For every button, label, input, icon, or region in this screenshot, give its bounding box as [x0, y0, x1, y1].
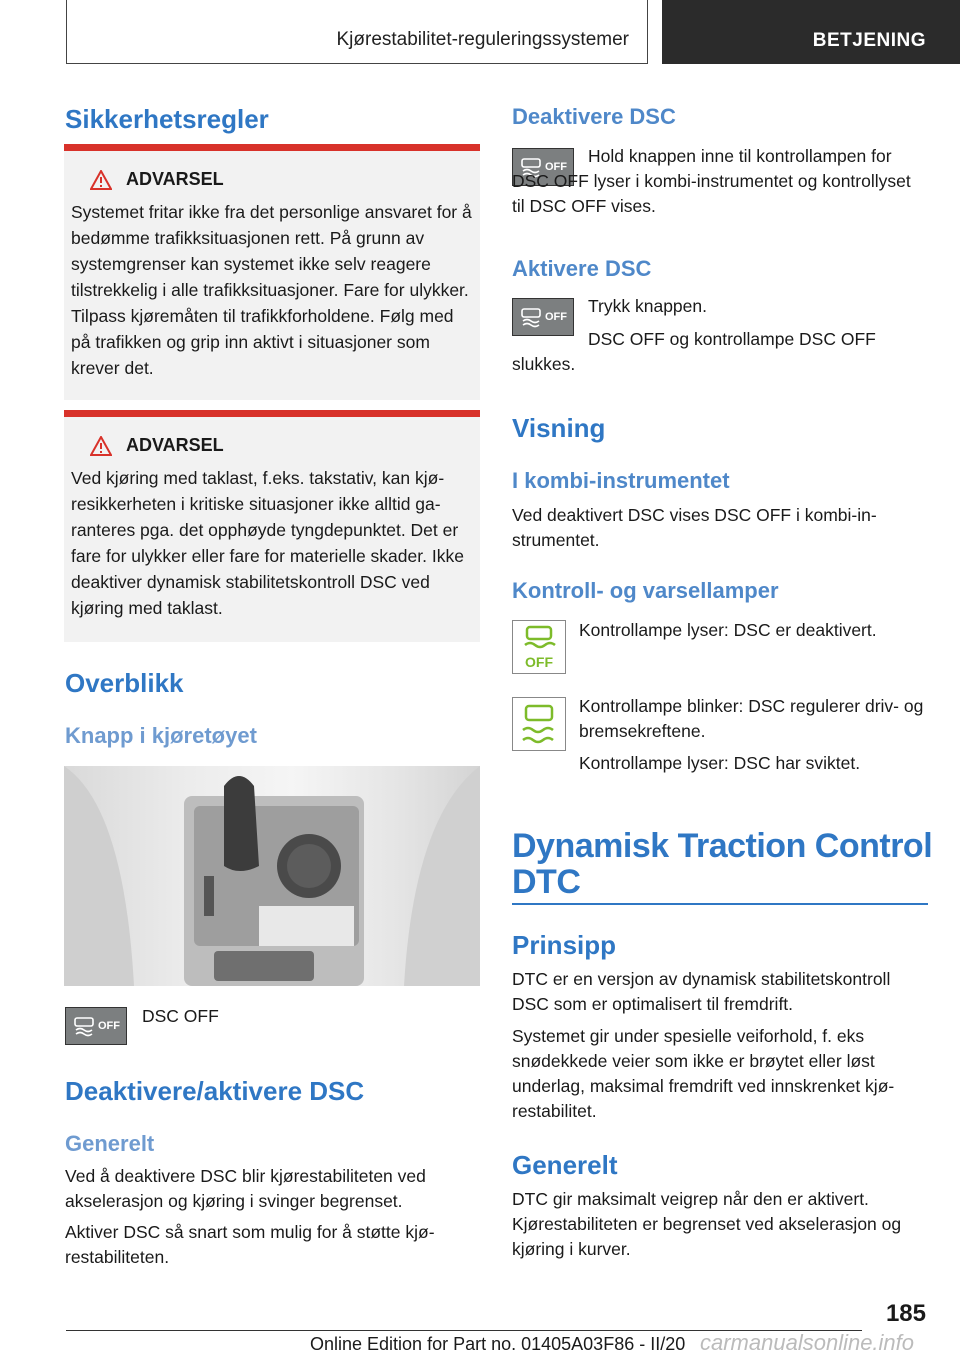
dsc-lamp-icon: [512, 697, 566, 751]
aktivere-paragraph-2: DSC OFF og kontrollampe DSC OFF slukkes.: [512, 329, 876, 374]
deaktivere-paragraph: Hold knappen inne til kontrollampen for DSC OFF lyser i kombi-instrumentet og kontrollyset til DSC OFF vises.: [512, 146, 911, 216]
off-text: OFF: [545, 161, 567, 173]
car-skid-off-icon: [513, 621, 565, 673]
generelt-paragraph-1: Ved å deaktivere DSC blir kjørestabiliteten ved akselerasjon og kjøring i svinger begrenset.: [65, 1166, 426, 1211]
page-number: 185: [885, 1300, 926, 1327]
heading-prinsipp: Prinsipp: [512, 930, 617, 960]
section-title: Kjørestabilitet-reguleringssystemer: [336, 29, 629, 50]
warning-label: ADVARSEL: [126, 435, 224, 455]
dsc-off-label: DSC OFF: [142, 1006, 219, 1026]
header-title-box: [66, 0, 648, 64]
lamp-2-text: Kontrollampe blinker: DSC regulerer driv- og bremsekreftene.: [579, 696, 924, 741]
warning-header: [90, 435, 224, 456]
warning-header: [90, 169, 224, 190]
center-console-photo: [64, 766, 480, 986]
watermark: carmanualsonline.info: [700, 1330, 915, 1355]
dsc-off-lamp-icon: [512, 620, 566, 674]
aktivere-paragraph-1: Trykk knappen.: [588, 296, 707, 316]
warning-box-1: [64, 144, 480, 400]
warning-triangle-icon: [90, 436, 112, 456]
prinsipp-paragraph-1: DTC er en versjon av dynamisk stabilitetskontroll DSC som er optimalisert til fremdrift.: [512, 969, 891, 1014]
heading-overblikk: Overblikk: [65, 668, 184, 698]
edition-text: Online Edition for Part no. 01405A03F86 - II/20: [310, 1334, 686, 1354]
lamp-1-text: Kontrollampe lyser: DSC er deaktivert.: [579, 620, 877, 640]
heading-dtc-line-1: Dynamisk Traction Control: [512, 827, 933, 865]
heading-visning: Visning: [512, 413, 606, 443]
heading-dtc-line-2: DTC: [512, 863, 581, 901]
heading-knapp: Knapp i kjøretøyet: [65, 723, 257, 748]
car-skid-icon: [519, 306, 543, 328]
lamp-3-text: Kontrollampe lyser: DSC har sviktet.: [579, 753, 861, 773]
car-skid-icon: [513, 698, 565, 750]
warning-box-2: [64, 410, 480, 642]
warning-text: Systemet fritar ikke fra det personlige ansvaret for å bedømme trafikksituasjonen rett. På grunn av systemgrenser kan systemet ikke selv reagere tilstrekkelig i alle trafikksituasjoner. Fare for ulykker. Tilpass kjøremåten til trafikkforholdene. Følg med på trafikken og grip inn aktivt i situasjoner som krever det.: [71, 202, 472, 378]
title-divider: [512, 903, 928, 905]
heading-generelt: Generelt: [65, 1131, 155, 1156]
heading-kombi: I kombi-instrumentet: [512, 468, 730, 493]
dsc-off-button-icon: [65, 1007, 127, 1045]
heading-deaktivere: Deaktivere DSC: [512, 104, 676, 129]
warning-label: ADVARSEL: [126, 169, 224, 189]
chapter-label: BETJENING: [812, 30, 926, 51]
heading-aktivere: Aktivere DSC: [512, 256, 652, 281]
generelt-paragraph-2: Aktiver DSC så snart som mulig for å støtte kjørestabiliteten.: [65, 1222, 435, 1267]
heading-deaktivere-aktivere: Deaktivere/aktivere DSC: [65, 1076, 365, 1106]
warning-triangle-icon: [90, 170, 112, 190]
car-skid-icon: [72, 1015, 96, 1037]
generelt-dtc-paragraph: DTC gir maksimalt veigrep når den er aktivert. Kjørestabiliteten er begrenset ved akselerasjon og kjøring i kurver.: [512, 1189, 902, 1259]
off-text: OFF: [545, 311, 567, 323]
chapter-tab[interactable]: [662, 0, 960, 64]
kombi-paragraph: Ved deaktivert DSC vises DSC OFF i kombi-instrumentet.: [512, 505, 877, 550]
heading-sikkerhetsregler: Sikkerhetsregler: [65, 104, 269, 134]
heading-dtc: [512, 828, 932, 900]
heading-generelt-dtc: Generelt: [512, 1150, 618, 1180]
prinsipp-paragraph-2: Systemet gir under spesielle veiforhold, f. eks snødekkede veier som ikke er brøytet eller løst underlag, maksimal fremdrift ved innskrenket kjørestabilitet.: [512, 1026, 895, 1121]
heading-kontroll: Kontroll- og varsellamper: [512, 578, 779, 603]
warning-text: Ved kjøring med taklast, f.eks. takstativ, kan kjøresikkerheten i kritiske situasjoner ikke alltid garanteres pga. det opphøyde tyngdepunktet. Det er fare for ulykker eller fare for materielle skader. Ikke deaktiver dynamisk stabilitetskontroll DSC ved kjøring med taklast.: [71, 468, 464, 618]
console-illustration: [64, 766, 480, 986]
lamp-off-text: OFF: [525, 654, 553, 670]
off-text: OFF: [98, 1020, 120, 1032]
